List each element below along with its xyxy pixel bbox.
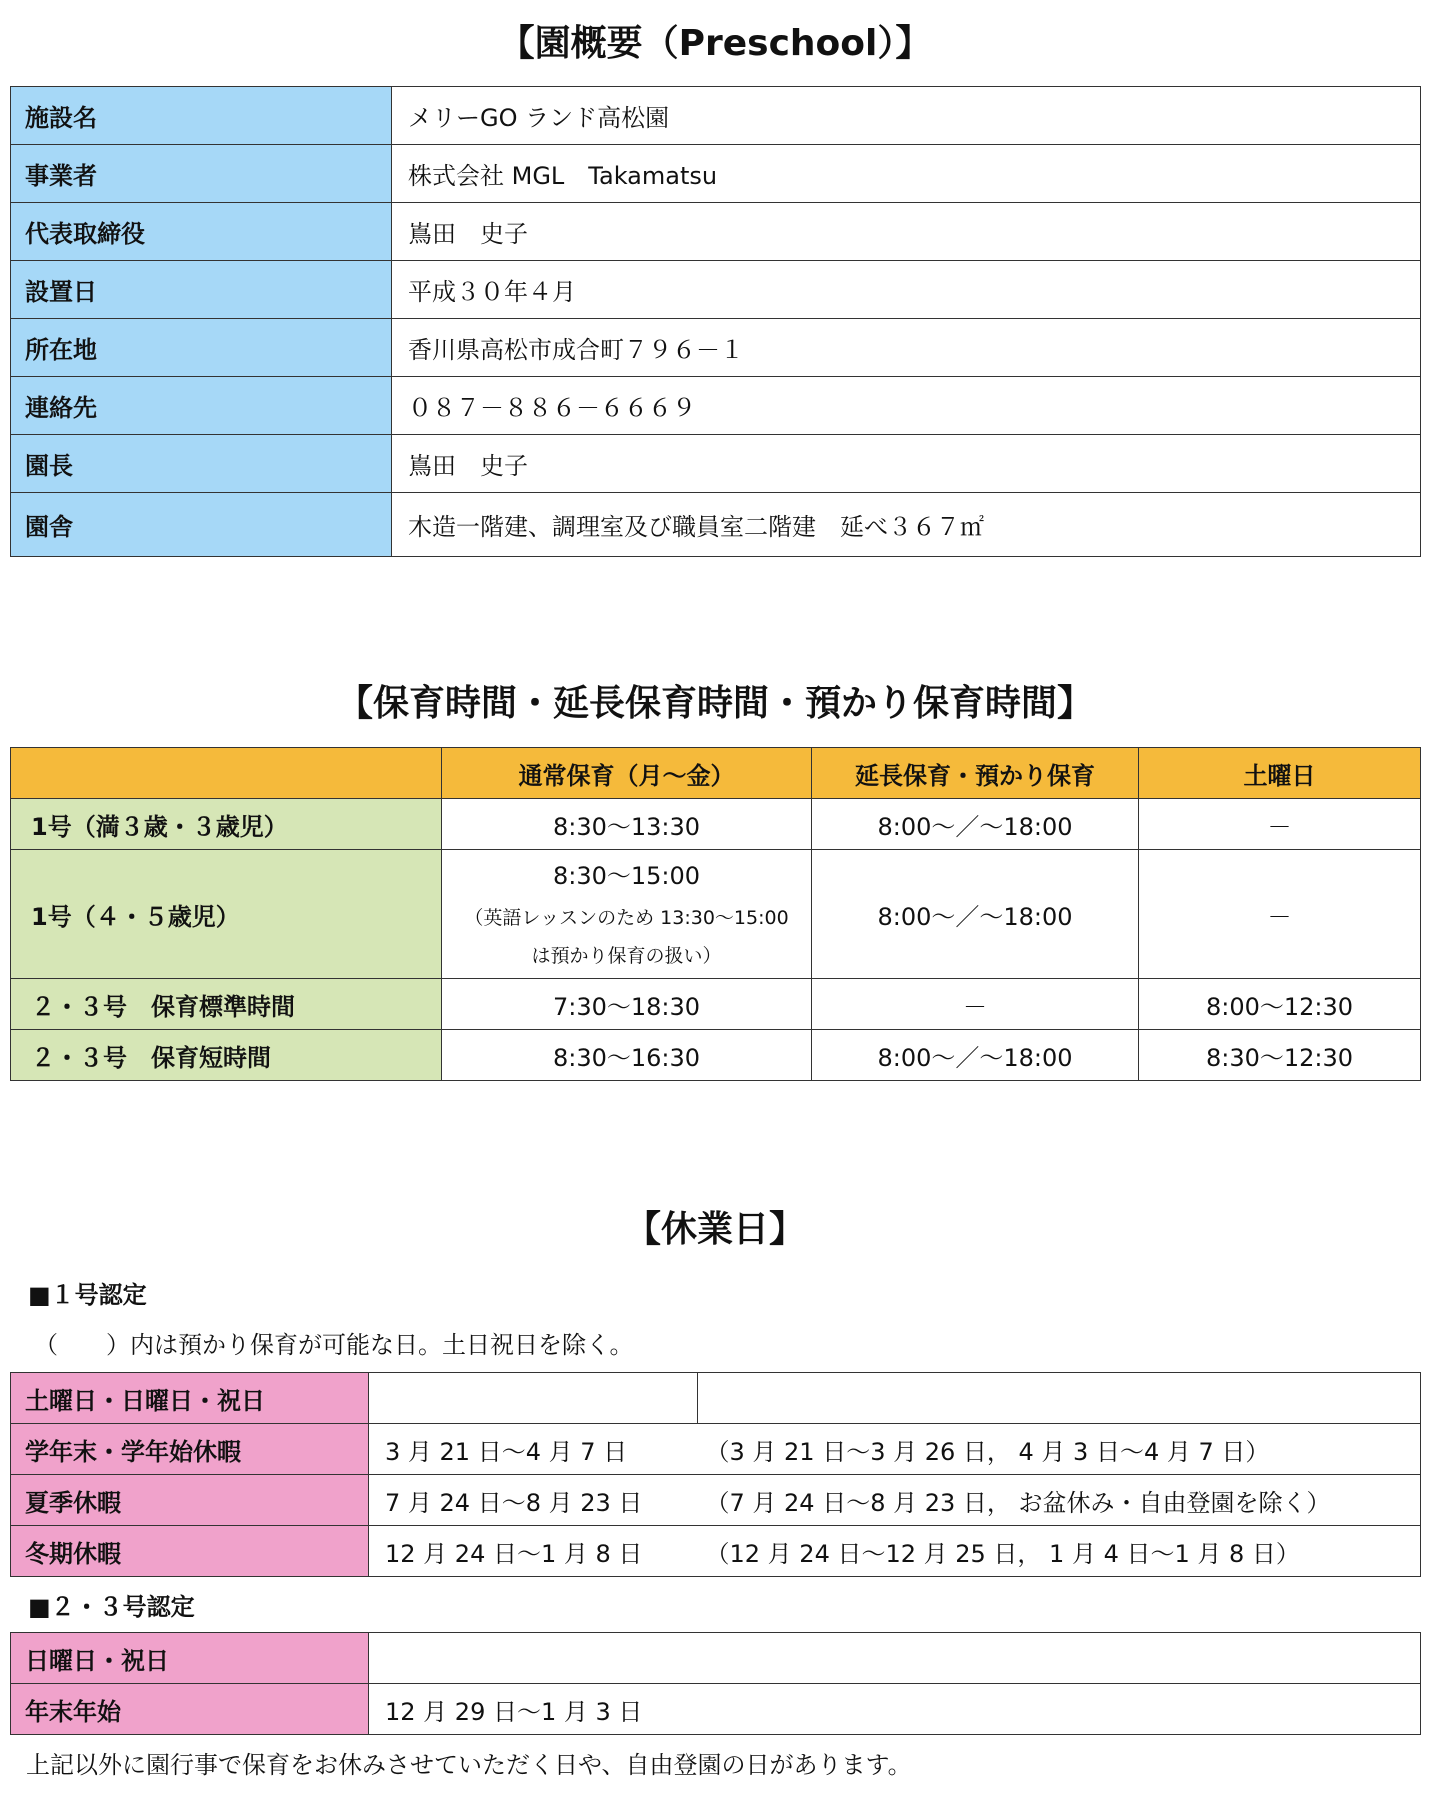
holidays-title: 【休業日】	[624, 1209, 805, 1250]
section1-note: （ ）内は預かり保育が可能な日。土日祝日を除く。	[34, 1331, 634, 1359]
section2-heading: ■２・３号認定	[28, 1593, 195, 1621]
holiday-label: 夏季休暇	[11, 1475, 369, 1526]
table-row	[11, 87, 1421, 145]
table-row	[11, 203, 1421, 261]
table-row	[11, 435, 1421, 493]
row-label: 連絡先	[11, 377, 392, 435]
row-value: 木造一階建、調理室及び職員室二階建 延べ３６７㎡	[392, 493, 1421, 557]
normal-time-note: は預かり保育の扱い）	[531, 945, 722, 967]
row-label: 施設名	[11, 87, 392, 145]
extended-time-cell: 8:00～／～18:00	[812, 799, 1139, 850]
normal-time-cell	[442, 850, 812, 979]
row-label: 設置日	[11, 261, 392, 319]
column-header: 通常保育（月～金）	[442, 748, 812, 799]
table-row	[11, 377, 1421, 435]
holiday-childcare: （7 月 24 日～8 月 23 日， お盆休み・自由登園を除く）	[698, 1475, 1421, 1526]
row-label: 所在地	[11, 319, 392, 377]
extended-time-cell: 8:00～／～18:00	[812, 1030, 1139, 1081]
table-row	[11, 799, 1421, 850]
saturday-time-cell: 8:00～12:30	[1139, 979, 1421, 1030]
hours-title: 【保育時間・延長保育時間・預かり保育時間】	[336, 683, 1093, 724]
holidays-table-1	[10, 1372, 1421, 1577]
row-label: 代表取締役	[11, 203, 392, 261]
row-label: 園長	[11, 435, 392, 493]
category-cell: ２・３号 保育短時間	[11, 1030, 442, 1081]
row-value: 平成３０年４月	[392, 261, 1421, 319]
table-row	[11, 1373, 1421, 1424]
row-value: 香川県高松市成合町７９６－１	[392, 319, 1421, 377]
holiday-label: 年末年始	[11, 1684, 369, 1735]
row-value: ０８７－８８６－６６６９	[392, 377, 1421, 435]
table-row	[11, 1633, 1421, 1684]
table-row	[11, 1684, 1421, 1735]
row-value: 株式会社 MGL Takamatsu	[392, 145, 1421, 203]
column-header: 延長保育・預かり保育	[812, 748, 1139, 799]
normal-time-cell: 7:30～18:30	[442, 979, 812, 1030]
table-row	[11, 1030, 1421, 1081]
table-row	[11, 493, 1421, 557]
holiday-period	[369, 1633, 1421, 1684]
extended-time-cell: 8:00～／～18:00	[812, 850, 1139, 979]
table-row	[11, 979, 1421, 1030]
extended-time-cell: －	[812, 979, 1139, 1030]
saturday-time-cell: －	[1139, 799, 1421, 850]
normal-time-note: （英語レッスンのため 13:30～15:00	[464, 907, 789, 929]
hours-table	[10, 747, 1421, 1081]
table-row	[11, 261, 1421, 319]
table-row	[11, 1424, 1421, 1475]
holiday-period: 12 月 29 日～1 月 3 日	[369, 1684, 1421, 1735]
table-row	[11, 145, 1421, 203]
category-cell: 1号（満３歳・３歳児）	[11, 799, 442, 850]
holiday-period: 7 月 24 日～8 月 23 日	[369, 1475, 698, 1526]
row-value: メリーGO ランド高松園	[392, 87, 1421, 145]
footer-note: 上記以外に園行事で保育をお休みさせていただく日や、自由登園の日があります。	[26, 1751, 912, 1779]
row-value: 嶌田 史子	[392, 203, 1421, 261]
row-label: 事業者	[11, 145, 392, 203]
holidays-table-2	[10, 1632, 1421, 1735]
normal-time: 8:30～15:00	[552, 862, 701, 890]
section1-heading: ■１号認定	[28, 1281, 147, 1309]
overview-table	[10, 86, 1421, 557]
holiday-label: 日曜日・祝日	[11, 1633, 369, 1684]
category-cell: ２・３号 保育標準時間	[11, 979, 442, 1030]
row-label: 園舎	[11, 493, 392, 557]
column-header: 土曜日	[1139, 748, 1421, 799]
saturday-time-cell: －	[1139, 850, 1421, 979]
holiday-label: 学年末・学年始休暇	[11, 1424, 369, 1475]
holiday-childcare: （3 月 21 日～3 月 26 日， 4 月 3 日～4 月 7 日）	[698, 1424, 1421, 1475]
holiday-period	[369, 1373, 698, 1424]
column-header	[11, 748, 442, 799]
overview-title: 【園概要（Preschool）】	[498, 23, 932, 64]
holiday-childcare: （12 月 24 日～12 月 25 日， 1 月 4 日～1 月 8 日）	[698, 1526, 1421, 1577]
normal-time-cell: 8:30～16:30	[442, 1030, 812, 1081]
table-row	[11, 1526, 1421, 1577]
normal-time-cell: 8:30～13:30	[442, 799, 812, 850]
table-row	[11, 1475, 1421, 1526]
holiday-period: 12 月 24 日～1 月 8 日	[369, 1526, 698, 1577]
table-row	[11, 319, 1421, 377]
row-value: 嶌田 史子	[392, 435, 1421, 493]
holiday-label: 土曜日・日曜日・祝日	[11, 1373, 369, 1424]
table-header-row	[11, 748, 1421, 799]
holiday-label: 冬期休暇	[11, 1526, 369, 1577]
category-cell: 1号（４・５歳児）	[11, 850, 442, 979]
holiday-period: 3 月 21 日～4 月 7 日	[369, 1424, 698, 1475]
holiday-childcare	[698, 1373, 1421, 1424]
table-row	[11, 850, 1421, 979]
saturday-time-cell: 8:30～12:30	[1139, 1030, 1421, 1081]
